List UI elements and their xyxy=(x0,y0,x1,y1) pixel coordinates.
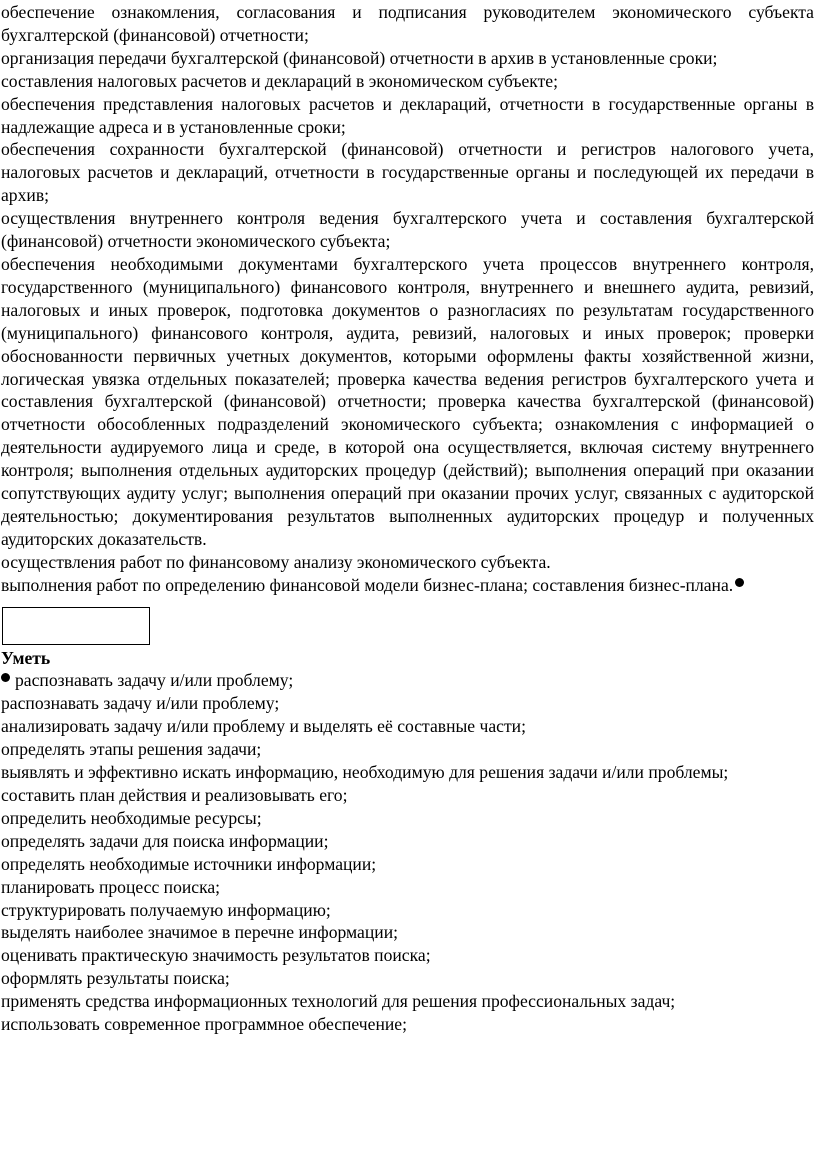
paragraph: обеспечение ознакомления, согласования и подписания руководителем экономического субъекта бухгалтерской (финансовой) отчетности; xyxy=(1,2,814,45)
paragraph: составления налоговых расчетов и деклараций в экономическом субъекте; xyxy=(1,70,558,91)
list-item: выявлять и эффективно искать информацию, необходимую для решения задачи и/или проблемы; xyxy=(1,762,729,783)
bulleted-item xyxy=(1,669,814,692)
list-item: составить план действия и реализовывать его; xyxy=(1,785,348,805)
list-item: применять средства информационных технологий для решения профессиональных задач; xyxy=(1,991,676,1012)
section-heading: Уметь xyxy=(1,647,51,668)
empty-cell-box xyxy=(2,607,150,645)
paragraph: обеспечения представления налоговых расчетов и деклараций, отчетности в государственные органы в надлежащие адреса и в установленные сроки; xyxy=(1,93,814,137)
paragraph: обеспечения необходимыми документами бухгалтерского учета процессов внутреннего контроля, государственного (муниципального) финансового контроля, внутреннего и внешнего аудита, ревизий, налоговых и иных проверок, подготовка документов о разногласиях по результатам государственного (муниципального) финансового контроля, аудита, ревизий, налоговых и иных проверок; проверки обоснованности первичных учетных документов, которыми оформлены факты хозяйственной жизни, логическая увязка отдельных показателей; проверка качества ведения регистров бухгалтерского учета и составления бухгалтерской (финансовой) отчетности; проверка качества бухгалтерской (финансовой) отчетности обособленных подразделений экономического субъекта; ознакомления с информацией о деятельности аудируемого лица и среде, в которой она осуществляется, включая систему внутреннего контроля; выполнения отдельных аудиторских процедур (действий); выполнения операций при оказании сопутствующих аудиту услуг; выполнения операций при оказании прочих услуг, связанных с аудиторской деятельностью; документирования результатов выполненных аудиторских процедур и полученных аудиторских доказательств. xyxy=(1,253,814,549)
bullet-icon xyxy=(1,673,10,682)
list-item: выделять наиболее значимое в перечне информации; xyxy=(1,922,398,943)
bullet-icon xyxy=(735,578,744,587)
list-item: структурировать получаемую информацию; xyxy=(1,899,331,920)
paragraph: организация передачи бухгалтерской (финансовой) отчетности в архив в установленные сроки; xyxy=(1,47,718,68)
list-item: анализировать задачу и/или проблему и выделять её составные части; xyxy=(1,716,526,737)
list-item: распознавать задачу и/или проблему; xyxy=(1,693,280,714)
list-item: определить необходимые ресурсы; xyxy=(1,807,262,828)
list-item: планировать процесс поиска; xyxy=(1,876,221,897)
paragraph: осуществления внутреннего контроля ведения бухгалтерского учета и составления бухгалтерской (финансовой) отчетности экономического субъекта; xyxy=(1,208,814,252)
list-item: оценивать практическую значимость результатов поиска; xyxy=(1,945,431,966)
list-item: использовать современное программное обеспечение; xyxy=(1,1014,407,1035)
list-item: определять необходимые источники информации; xyxy=(1,853,377,874)
list-item: оформлять результаты поиска; xyxy=(1,968,230,989)
top-paragraphs xyxy=(1,1,814,597)
paragraph: осуществления работ по финансовому анализу экономического субъекта. xyxy=(1,551,551,572)
paragraph-last-text: выполнения работ по определению финансовой модели бизнес-плана; составления бизнес-плана. xyxy=(1,574,734,595)
paragraph: обеспечения сохранности бухгалтерской (финансовой) отчетности и регистров налогового учета, налоговых расчетов и деклараций, отчетности в государственные органы и последующей их передачи в архив; xyxy=(1,139,814,206)
skills-list xyxy=(1,692,814,1036)
list-item: определять задачи для поиска информации; xyxy=(1,830,329,851)
list-item: определять этапы решения задачи; xyxy=(1,739,262,760)
bulleted-item-text: распознавать задачу и/или проблему; xyxy=(15,670,294,691)
paragraph-last xyxy=(1,574,814,597)
